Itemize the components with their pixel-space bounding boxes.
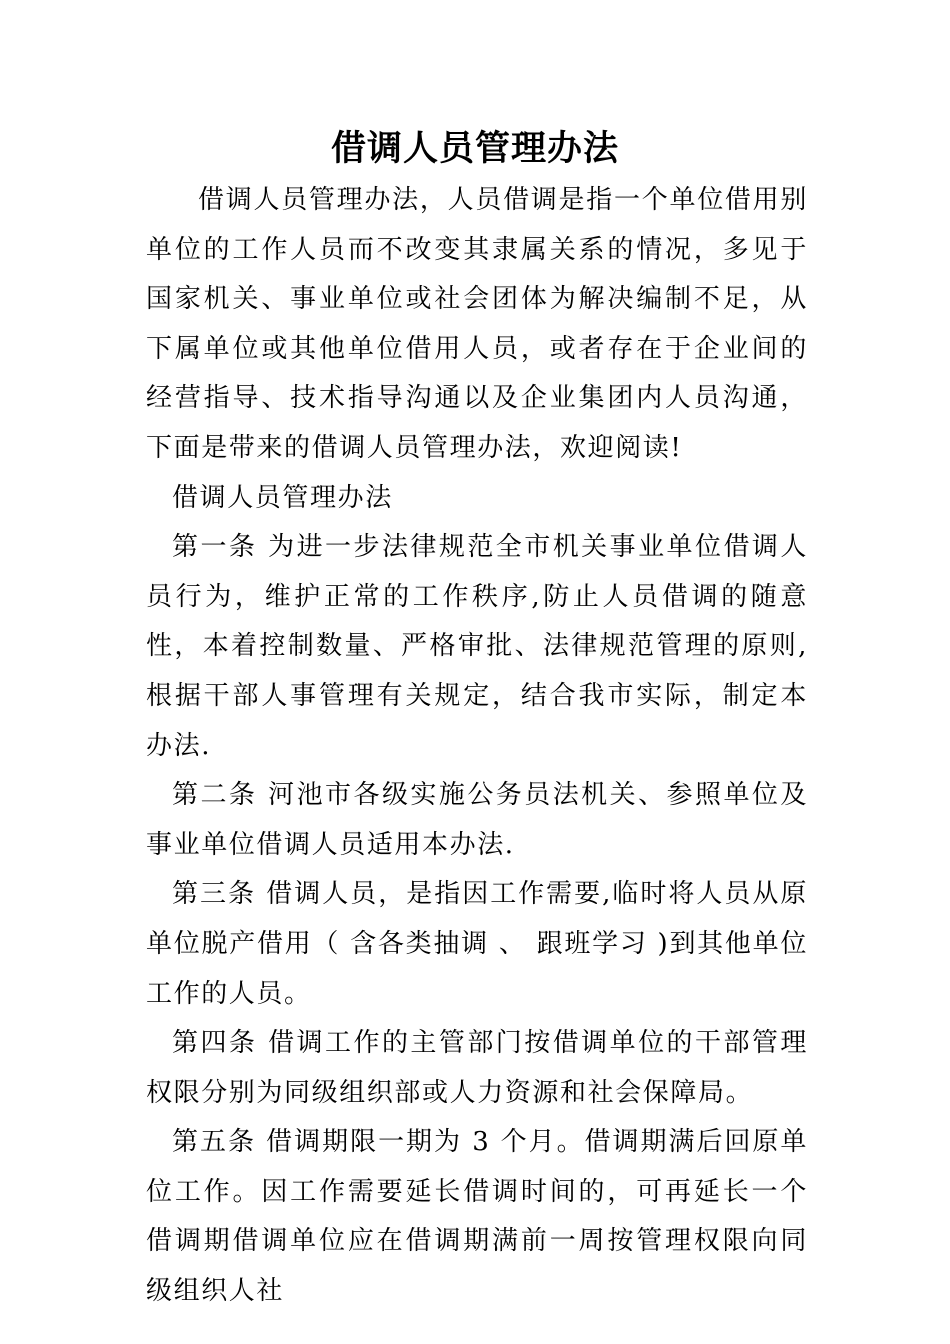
- article-2: 第二条 河池市各级实施公务员法机关、参照单位及事业单位借调人员适用本办法.: [146, 780, 808, 860]
- intro-paragraph: 借调人员管理办法，人员借调是指一个单位借用别单位的工作人员而不改变其隶属关系的情况，多见于国家机关、事业单位或社会团体为解决编制不足，从下属单位或其他单位借用人员，或者存在于企业间的经营指导、技术指导沟通以及企业集团内人员沟通，下面是带来的借调人员管理办法，欢迎阅读!: [146, 185, 808, 463]
- section-heading: 借调人员管理办法: [172, 482, 393, 513]
- document-body: [146, 176, 808, 1317]
- article-3: 第三条 借调人员，是指因工作需要,临时将人员从原单位脱产借用（ 含各类抽调 、 跟班学习 )到其他单位工作的人员。: [146, 879, 808, 1009]
- article-4: 第四条 借调工作的主管部门按借调单位的干部管理权限分别为同级组织部或人力资源和社会保障局。: [146, 1028, 808, 1108]
- document-title: 借调人员管理办法: [330, 128, 619, 169]
- article-5: 第五条 借调期限一期为 3 个月。借调期满后回原单位工作。因工作需要延长借调时间的，可再延长一个借调期借调单位应在借调期满前一周按管理权限向同级组织人社: [146, 1127, 808, 1307]
- article-1: 第一条 为进一步法律规范全市机关事业单位借调人员行为，维护正常的工作秩序,防止人员借调的随意性，本着控制数量、严格审批、法律规范管理的原则,根据干部人事管理有关规定，结合我市实际，制定本办法.: [146, 532, 808, 761]
